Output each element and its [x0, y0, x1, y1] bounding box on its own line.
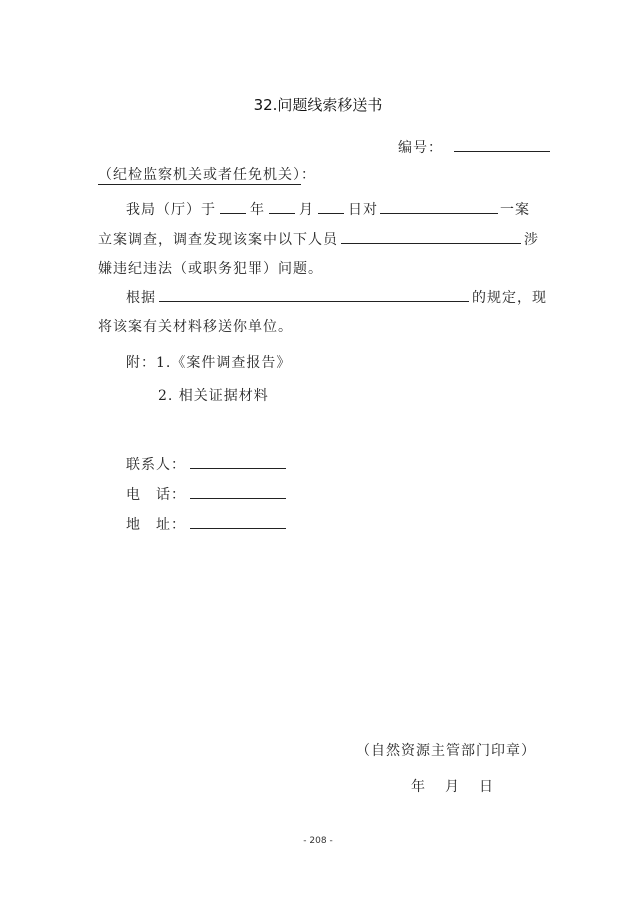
case-name-blank	[380, 198, 498, 214]
recipient-line	[98, 164, 316, 184]
address-label: 地 址：	[126, 517, 186, 533]
number-blank	[454, 136, 550, 152]
address-line	[126, 513, 286, 534]
p4-text-a: 根据	[126, 290, 156, 306]
year-blank	[220, 198, 246, 214]
attachment-label: 附：	[126, 355, 156, 371]
number-label: 编号：	[398, 140, 443, 156]
page-number: - 208 -	[303, 836, 333, 846]
paragraph-1	[126, 198, 530, 219]
p1-text-a: 我局（厅）于	[126, 202, 216, 218]
p4-text-b: 的规定，现	[472, 290, 547, 306]
contact-label: 联系人：	[126, 457, 186, 473]
document-title: 32.问题线索移送书	[253, 96, 383, 114]
p1-day: 日对	[348, 202, 378, 218]
p2-text-b: 涉	[524, 232, 539, 248]
attachment-item-2: 2. 相关证据材料	[158, 388, 269, 404]
phone-label: 电 话：	[126, 487, 186, 503]
number-line	[398, 136, 550, 157]
p1-year: 年	[250, 202, 265, 218]
paragraph-2	[98, 228, 539, 249]
paragraph-4	[126, 286, 547, 307]
contact-blank	[190, 453, 286, 469]
recipient-text: （纪检监察机关或者任免机关）	[98, 167, 301, 183]
p1-case-suffix: 一案	[500, 202, 530, 218]
p1-month: 月	[299, 202, 314, 218]
attachment-item-1: 1.《案件调查报告》	[156, 355, 292, 371]
seal-text: （自然资源主管部门印章）	[356, 743, 536, 759]
recipient-colon: ：	[301, 167, 316, 183]
date-line: 年 月 日	[411, 779, 496, 795]
day-blank	[318, 198, 344, 214]
paragraph-3: 嫌违纪违法（或职务犯罪）问题。	[98, 261, 323, 277]
phone-blank	[190, 483, 286, 499]
phone-line	[126, 483, 286, 504]
attachment-line-1	[126, 352, 291, 372]
p2-text-a: 立案调查，调查发现该案中以下人员	[98, 232, 338, 248]
paragraph-5: 将该案有关材料移送你单位。	[98, 319, 293, 335]
month-blank	[269, 198, 295, 214]
regulation-blank	[159, 286, 469, 302]
persons-blank	[341, 228, 521, 244]
address-blank	[190, 513, 286, 529]
contact-line	[126, 453, 286, 474]
